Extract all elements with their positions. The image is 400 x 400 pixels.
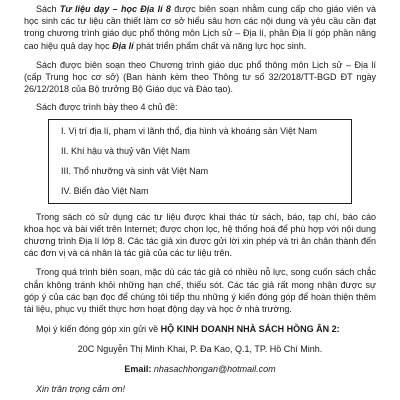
intro-paragraph: [24, 3, 376, 52]
company-name: HỘ KINH DOANH NHÀ SÁCH HỒNG ÂN 2:: [160, 324, 340, 335]
topic-item: III. Thổ nhưỡng và sinh vật Việt Nam: [61, 165, 209, 176]
email-line: [24, 363, 376, 375]
topics-box: [48, 119, 352, 204]
feedback-paragraph: Trong quá trình biên soạn, mặc dù các tác giả có nhiều nỗ lực, song cuốn sách chắc chắn không tránh khỏi những hạn chế, thiếu sót. Các tác giả rất mong nhận được sự góp ý của các bạn đọc để chúng tôi tiếp thu những ý kiến đóng góp để hoàn thiện thêm tài liệu, phục vụ thiết thực hơn hoạt động dạy và học ở nhà trường.: [24, 267, 376, 315]
toc-intro: Sách được trình bày theo 4 chủ đề:: [36, 102, 178, 113]
intro-suffix: phát triển phẩm chất và năng lực học sinh.: [133, 40, 307, 51]
curriculum-paragraph: Sách được biên soạn theo Chương trình giáo dục phổ thông môn Lịch sử – Địa lí (cấp Trung học cơ sở) (Ban hành kèm theo Thông tư số 32/2018/TT-BGD ĐT ngày 26/12/2018 của Bộ trưởng Bộ Giáo dục và Đào tạo).: [24, 59, 376, 95]
email-label: Email:: [124, 364, 152, 375]
topic-item: I. Vị trí địa lí, phạm vi lãnh thổ, địa hình và khoáng sản Việt Nam: [61, 125, 317, 136]
intro-body: được biên soạn nhằm cung cấp cho giáo viên và học sinh các tư liệu cần thiết làm cơ sở hiểu sâu hơn các nội dung và yêu cầu cần đạt trong chương trình giáo dục phổ thông môn Lịch sử – Địa lí, phần Địa lí góp phần nâng cao hiệu quả dạy học: [24, 4, 376, 51]
contact-lead: Mọi ý kiến đóng góp xin gửi về: [36, 324, 161, 335]
closing-line: Xin trân trọng cảm ơn!: [36, 384, 125, 395]
sources-paragraph: Trong sách có sử dụng các tư liệu được khai thác từ sách, báo, tạp chí, báo cáo khoa học và bài viết trên Internet; được chọn lọc, hệ thống hoá để phù hợp với nội dung chương trình Địa lí lớp 8. Các tác giả xin được gửi lời xin phép và tri ân chân thành đến các đơn vị và cá nhân là tác giả của các tư liệu trên.: [24, 211, 376, 259]
email-address: nhasachhongan@hotmail.com: [151, 364, 276, 375]
contact-line: [24, 323, 376, 335]
topic-item: II. Khí hậu và thuỷ văn Việt Nam: [61, 145, 190, 156]
subject-name: Địa lí: [112, 40, 134, 51]
topic-item: IV. Biển đảo Việt Nam: [61, 185, 149, 196]
intro-prefix: Sách: [36, 4, 60, 14]
address-line: 20C Nguyễn Thị Minh Khai, P. Đa Kao, Q.1, TP. Hồ Chí Minh.: [77, 344, 323, 355]
book-title: Tư liệu dạy – học Địa lí 8: [59, 4, 171, 14]
